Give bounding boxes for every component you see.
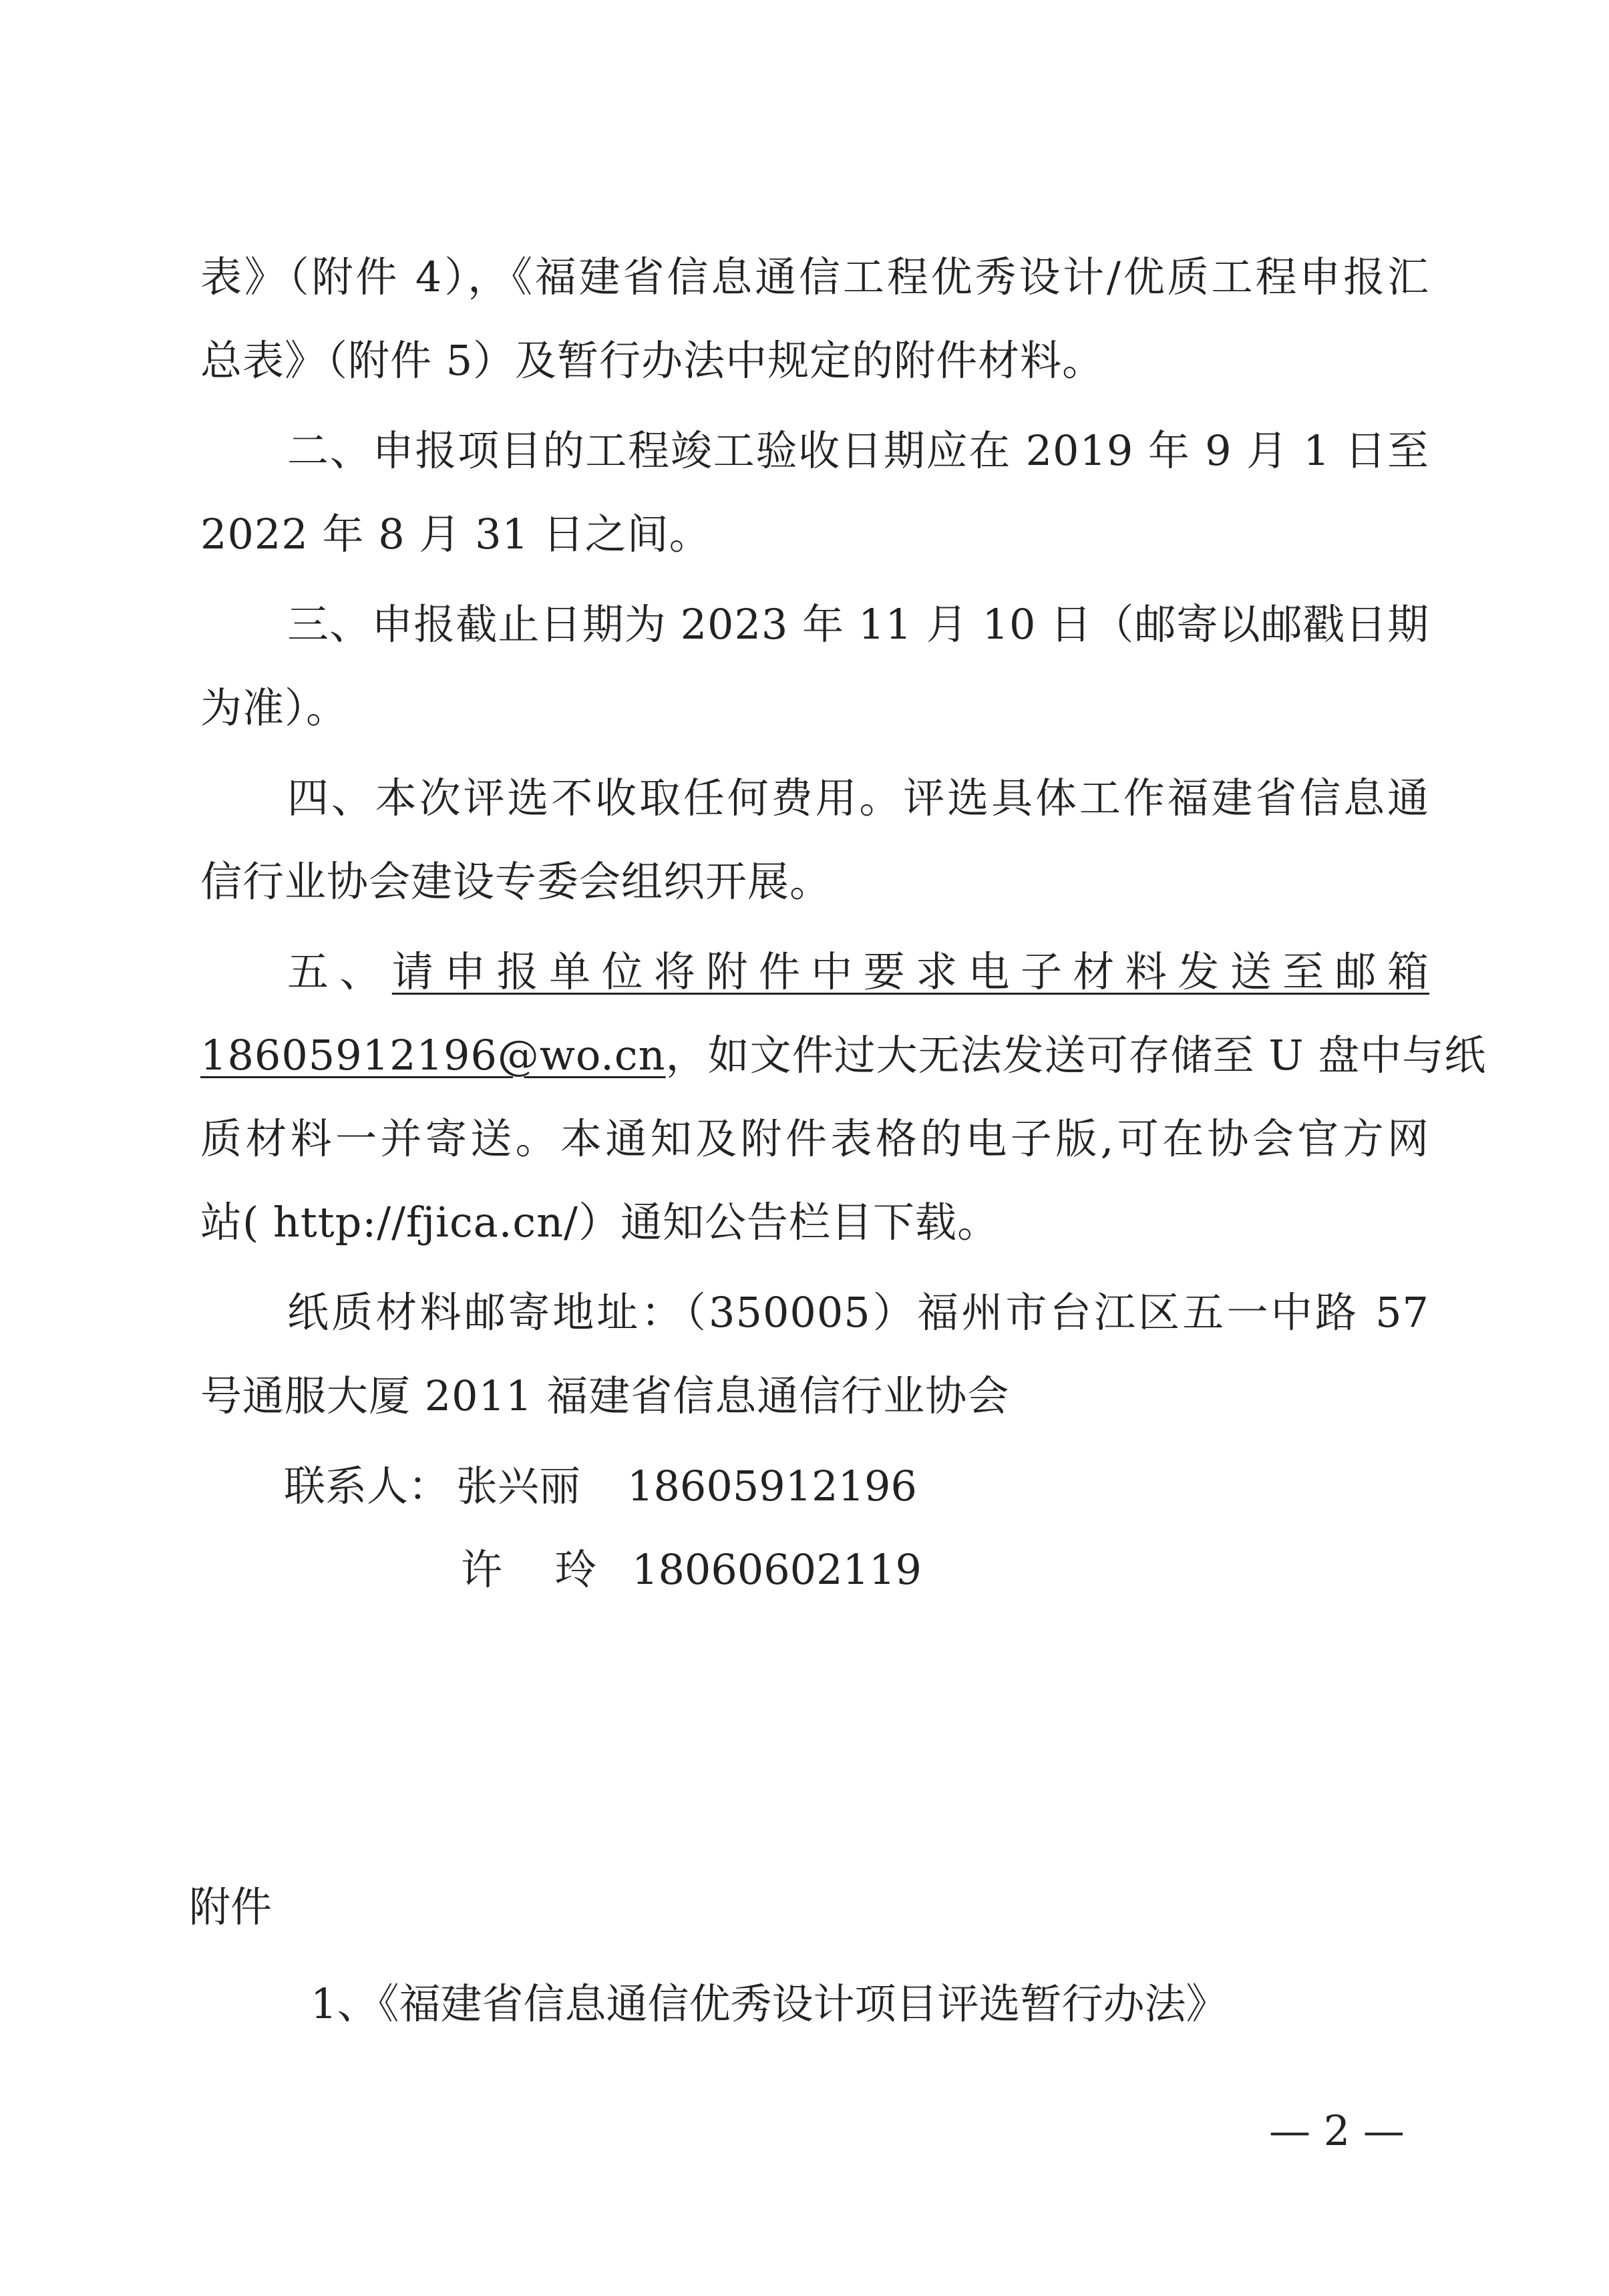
paragraph-line: 四、本次评选不收取任何费用。评选具体工作福建省信息通 [287, 774, 1429, 822]
paragraph-line: 总表》（附件 5）及暂行办法中规定的附件材料。 [200, 336, 1105, 385]
paragraph-line: 2022 年 8 月 31 日之间。 [200, 510, 711, 558]
paragraph-line [287, 929, 1429, 1015]
paragraph-line: 二、申报项目的工程竣工验收日期应在 2019 年 9 月 1 日至 [287, 426, 1429, 475]
paragraph-line: 站( http://fjica.cn/）通知公告栏目下载。 [200, 1198, 999, 1247]
contact-phone: 18605912196 [627, 1462, 917, 1510]
page-number: — 2 — [1269, 2106, 1405, 2155]
paragraph-line: 纸质材料邮寄地址：（350005）福州市台江区五一中路 57 [287, 1288, 1429, 1337]
contact-row [461, 1526, 922, 1613]
email-link[interactable]: 18605912196@wo.cn [200, 1031, 666, 1080]
contact-name: 许 玲 [461, 1545, 596, 1594]
paragraph-line: 质材料一并寄送。本通知及附件表格的电子版,可在协会官方网 [200, 1114, 1429, 1163]
paragraph-line: 三、申报截止日期为 2023 年 11 月 10 日（邮寄以邮戳日期 [287, 600, 1429, 649]
attachments-heading: 附件 [189, 1882, 273, 1931]
contact-phone: 18060602119 [632, 1545, 922, 1594]
paragraph-text: ，如文件过大无法发送可存储至 U 盘中与纸 [665, 1031, 1487, 1080]
paragraph-line: 号通服大厦 2011 福建省信息通信行业协会 [200, 1371, 1010, 1420]
paragraph-line: 为准）。 [200, 683, 349, 732]
section-number: 五、 [287, 947, 392, 996]
underlined-instruction: 请申报单位将附件中要求电子材料发送至邮箱 [391, 947, 1429, 996]
contact-label: 联系人： [284, 1462, 450, 1510]
attachment-item: 1、《福建省信息通信优秀设计项目评选暂行办法》 [311, 1979, 1228, 2028]
paragraph-line: 表》（附件 4），《福建省信息通信工程优秀设计/优质工程申报汇 [200, 253, 1429, 301]
paragraph-line [200, 1012, 1487, 1099]
contact-row [284, 1443, 917, 1530]
paragraph-line: 信行业协会建设专委会组织开展。 [200, 857, 832, 906]
contact-name: 张兴丽 [456, 1462, 581, 1510]
